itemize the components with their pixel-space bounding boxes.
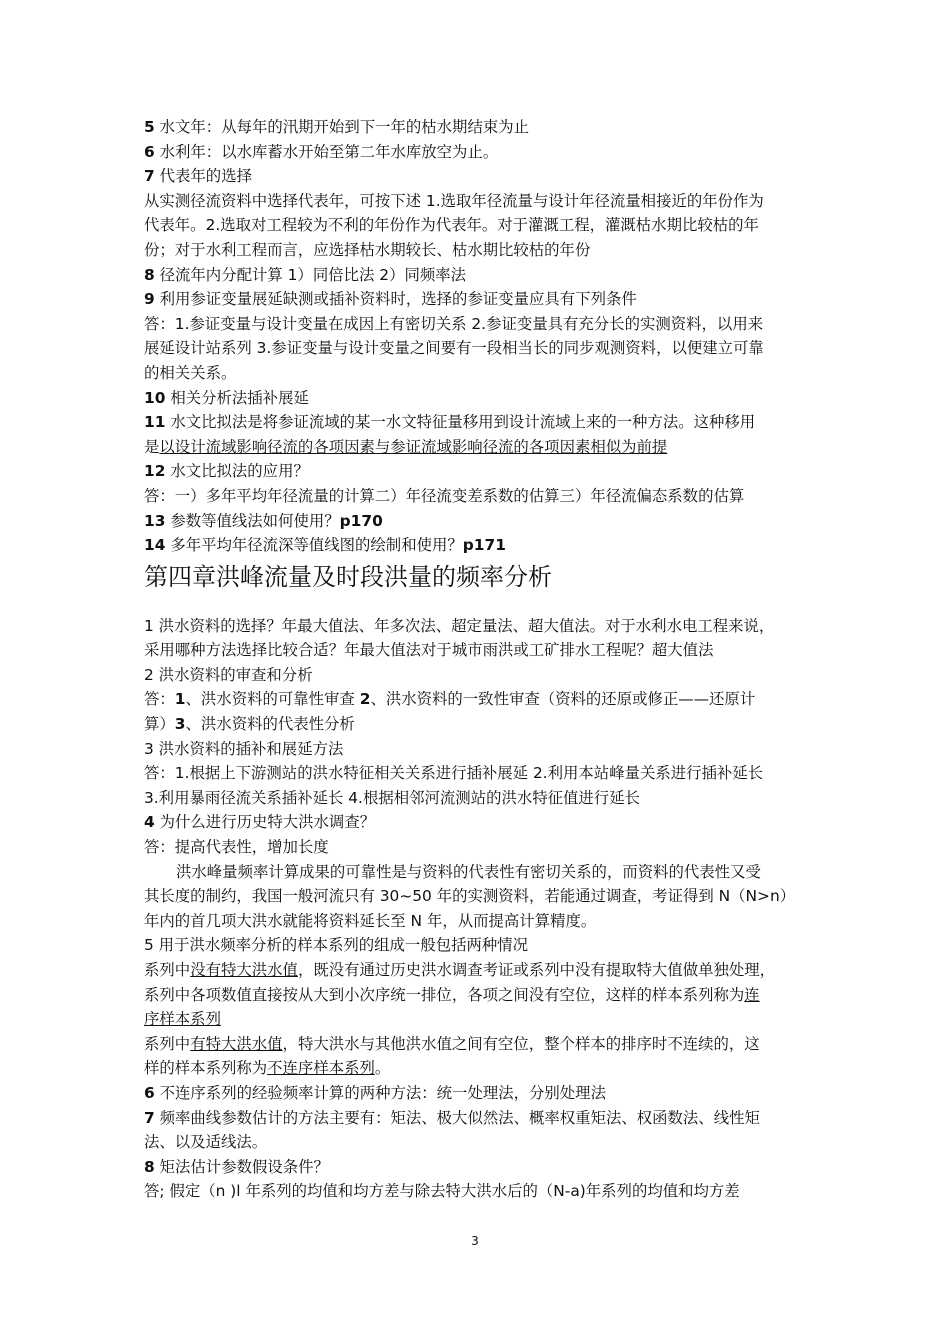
text-line: 展延设计站系列 3.参证变量与设计变量之间要有一段相当长的同步观测资料，以便建立可靠 xyxy=(144,339,764,358)
text-line: 从实测径流资料中选择代表年，可按下述 1.选取年径流量与设计年径流量相接近的年份作为 xyxy=(144,191,764,210)
section-annual-runoff xyxy=(144,115,812,435)
text-line: 答：一）多年平均年径流量的计算二）年径流变差系数的估算三）年径流偏态系数的估算 xyxy=(144,486,745,505)
text-line: 3.利用暴雨径流关系插补延长 4.根据相邻河流测站的洪水特征值进行延长 xyxy=(144,788,640,807)
series-line: 样的样本系列称为不连序样本系列。 xyxy=(144,1059,391,1078)
text-line: 8 矩法估计参数假设条件？ xyxy=(144,1157,329,1176)
text-line: 8 径流年内分配计算 1）同倍比法 2）同频率法 xyxy=(144,265,467,284)
text-line: 12 水文比拟法的应用？ xyxy=(144,462,309,481)
page-body xyxy=(144,115,812,1204)
text-line: 1 洪水资料的选择？年最大值法、年多次法、超定量法、超大值法。对于水利水电工程来说， xyxy=(144,616,775,635)
page-number: 3 xyxy=(471,1234,479,1248)
text-line: 11 水文比拟法是将参证流域的某一水文特征量移用到设计流域上来的一种方法。这种移用 xyxy=(144,413,756,432)
chapter-title: 第四章洪峰流量及时段洪量的频率分析 xyxy=(144,562,552,591)
paragraph-line: 其长度的制约，我国一般河流只有 30~50 年的实测资料，若能通过调查，考证得到 N（N>n） xyxy=(144,887,796,906)
section-interpolation xyxy=(144,737,812,860)
answer-2-line2: 算）3、洪水资料的代表性分析 xyxy=(144,715,355,734)
text-line: 4 为什么进行历史特大洪水调查？ xyxy=(144,813,376,832)
text-line: 法、以及适线法。 xyxy=(144,1133,268,1152)
text-line: 答：1.参证变量与设计变量在成因上有密切关系 2.参证变量具有充分长的实测资料，以用来 xyxy=(144,314,764,333)
text-line: 答：提高代表性，增加长度 xyxy=(144,838,329,857)
text-line: 9 利用参证变量展延缺测或插补资料时，选择的参证变量应具有下列条件 xyxy=(144,290,637,309)
answer-2-line1: 答：1、洪水资料的可靠性审查 2、洪水资料的一致性审查（资料的还原或修正——还原计 xyxy=(144,690,756,709)
paragraph-line: 年内的首几项大洪水就能将资料延长至 N 年，从而提高计算精度。 xyxy=(144,911,597,930)
series-line: 序样本系列 xyxy=(144,1010,221,1029)
series-line: 系列中各项数值直接按从大到小次序统一排位，各项之间没有空位，这样的样本系列称为连 xyxy=(144,985,760,1004)
text-line: 5 水文年：从每年的汛期开始到下一年的枯水期结束为止 xyxy=(144,118,530,136)
text-line: 2 洪水资料的审查和分析 xyxy=(144,665,313,684)
text-line: 10 相关分析法插补展延 xyxy=(144,388,309,407)
paragraph-line: 洪水峰量频率计算成果的可靠性是与资料的代表性有密切关系的，而资料的代表性又受 xyxy=(176,862,761,881)
section-flood-data xyxy=(144,614,812,688)
q11-line2: 是以设计流域影响径流的各项因素与参证流域影响径流的各项因素相似为前提 xyxy=(144,437,668,456)
text-line: 答; 假定（n )l 年系列的均值和均方差与除去特大洪水后的（N-a)年系列的均值和均方差 xyxy=(144,1182,740,1201)
text-line: 份；对于水利工程而言，应选择枯水期较长、枯水期比较枯的年份 xyxy=(144,240,591,259)
text-line: 3 洪水资料的插补和展延方法 xyxy=(144,739,344,758)
section-hydrologic-analogy xyxy=(144,459,812,508)
series-line: 系列中有特大洪水值，特大洪水与其他洪水值之间有空位，整个样本的排序时不连续的，这 xyxy=(144,1034,760,1053)
series-line: 系列中没有特大洪水值，既没有通过历史洪水调查考证或系列中没有提取特大值做单独处理， xyxy=(144,961,776,979)
section-parameter-estimation xyxy=(144,1081,812,1204)
q14-line: 14 多年平均年径流深等值线图的绘制和使用？p171 xyxy=(144,536,506,555)
text-line: 答：1.根据上下游测站的洪水特征相关关系进行插补展延 2.利用本站峰量关系进行插补延长 xyxy=(144,764,764,783)
text-line: 的相关关系。 xyxy=(144,363,237,382)
underlined-premise: 以设计流域影响径流的各项因素与参证流域影响径流的各项因素相似为前提 xyxy=(159,437,668,456)
text-line: 6 水利年：以水库蓄水开始至第二年水库放空为止。 xyxy=(144,142,499,161)
q5-line: 5 用于洪水频率分析的样本系列的组成一般包括两种情况 xyxy=(144,936,529,955)
text-line: 代表年。2.选取对工程较为不利的年份作为代表年。对于灌溉工程，灌溉枯水期比较枯的年 xyxy=(144,216,759,235)
text-line: 7 代表年的选择 xyxy=(144,167,252,186)
text-line: 7 频率曲线参数估计的方法主要有：矩法、极大似然法、概率权重矩法、权函数法、线性矩 xyxy=(144,1108,760,1127)
text-line: 6 不连序系列的经验频率计算的两种方法：统一处理法，分别处理法 xyxy=(144,1083,606,1102)
text-line: 采用哪种方法选择比较合适？年最大值法对于城市雨洪或工矿排水工程呢？超大值法 xyxy=(144,641,714,660)
q13-line: 13 参数等值线法如何使用？p170 xyxy=(144,511,383,530)
